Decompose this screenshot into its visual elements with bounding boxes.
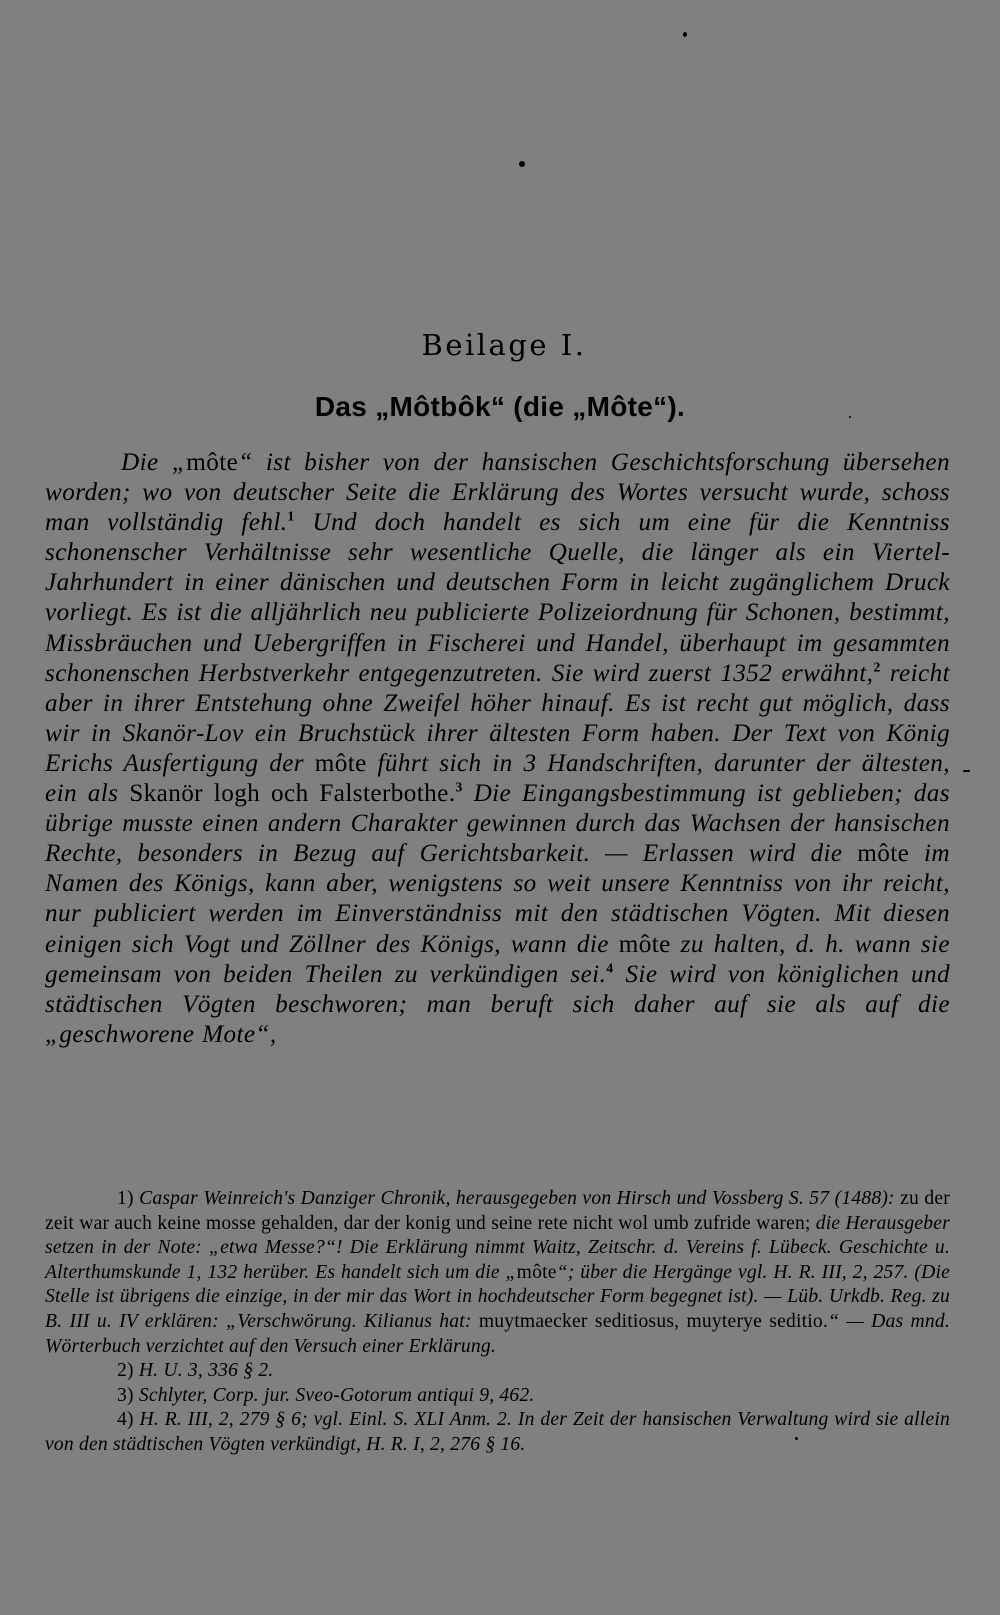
footnote-number: 3) <box>117 1384 134 1406</box>
text-run: Sie wird von königlichen und städtischen Vögten beschworen; man beruft sich daher auf sie als auf die „geschworene Mote“, <box>45 960 950 1048</box>
footnotes <box>45 1187 950 1458</box>
upright-term: môte <box>314 749 367 777</box>
footnote-ref: 3 <box>455 779 463 795</box>
upright-term: môte <box>618 930 671 958</box>
footnote-number: 2) <box>117 1360 134 1382</box>
print-speck <box>963 770 970 772</box>
text-run: im Namen des Königs, kann aber, wenigstens so weit unsere Kenntniss von ihr reicht, nur publiciert werden im Einverständniss mit den städtischen Vögten. Mit diesen einigen sich Vogt und Zöllner des Königs, wann die <box>45 840 951 958</box>
text-run: H. U. 3, 336 § 2. <box>133 1360 274 1382</box>
text-run: führt sich in 3 Handschriften, darunter der ältesten, ein als <box>45 749 950 808</box>
upright-term: môte <box>516 1261 557 1283</box>
footnote-2 <box>45 1359 950 1384</box>
text-run: die Herausgeber setzen in der Note: „etwa Messe?“! Die Erklärung nimmt Waitz, Zeitschr. d. Vereins f. Lübeck. Geschichte u. Alterthumskunde 1, 132 herüber. Es handelt sich um die „ <box>45 1212 950 1283</box>
text-run: Caspar Weinreich's Danziger Chronik, herausgegeben von Hirsch und Vossberg S. 57 (1488): <box>133 1188 901 1209</box>
upright-term: môte <box>186 449 239 476</box>
footnote-1 <box>45 1187 950 1359</box>
text-run: Schlyter, Corp. jur. Sveo-Gotorum antiqui 9, 462. <box>133 1384 535 1406</box>
footnote-ref: 2 <box>873 659 881 675</box>
supplement-heading: Beilage I. <box>421 328 587 362</box>
footnote-ref: 1 <box>287 508 295 524</box>
text-run: “; über die Hergänge vgl. H. R. III, 2, 257. (Die Stelle ist übrigens die einzige, in der mir das Wort in hochdeutscher Form begegnet ist). — Lüb. Urkdb. Reg. zu B. III u. IV erklären: „Verschwörung. Kilianus hat: <box>45 1261 950 1332</box>
footnote-3 <box>45 1384 950 1409</box>
text-run: Und doch handelt es sich um eine für die Kenntniss schonenscher Verhältnisse sehr wesentliche Quelle, die länger als ein Viertel-Jahrhundert in einer dänischen und deutschen Form in leicht zugänglichem Druck vorliegt. Es ist die alljährlich neu publicierte Polizeiordnung für Schonen, bestimmt, Missbräuchen und Uebergriffen in Fischerei und Handel, überhaupt im gesammten schonenschen Herbstverkehr entgegenzutreten. Sie wird zuerst 1352 erwähnt, <box>45 509 950 687</box>
text-run: “ ist bisher von der hansischen Geschichtsforschung übersehen worden; wo von deutscher Seite die Erklärung des Wortes versucht wurde, schoss man vollständig fehl. <box>45 449 951 537</box>
print-speck <box>683 32 687 37</box>
text-run: reicht aber in ihrer Entstehung ohne Zweifel höher hinauf. Es ist recht gut möglich, dass wir in Skanör-Lov ein Bruchstück ihrer ältesten Form haben. Der Text von König Erichs Ausfertigung der <box>45 659 950 777</box>
quoted-source: muytmaecker seditiosus, muyterye seditio. <box>478 1310 829 1332</box>
body-paragraph <box>45 448 950 1050</box>
footnote-ref: 4 <box>606 960 614 976</box>
quoted-source: zu der zeit war auch keine mosse gehalden, dar der konig und seine rete nicht wol umb zufride waren; <box>45 1188 950 1234</box>
footnote-4 <box>45 1408 950 1457</box>
footnote-number: 4) <box>117 1409 134 1431</box>
text-run: zu halten, d. h. wann sie gemeinsam von beiden Theilen zu verkündigen sei. <box>45 930 950 988</box>
print-speck <box>519 161 525 167</box>
text-run: “ — Das mnd. Wörterbuch verzichtet auf den Versuch einer Erklärung. <box>45 1310 950 1357</box>
text-run: H. R. III, 2, 279 § 6; vgl. Einl. S. XLI Anm. 2. In der Zeit der hansischen Verwaltung wird sie allein von den städtischen Vögten verkündigt, H. R. I, 2, 276 § 16. <box>45 1409 950 1455</box>
upright-term: Skanör logh och Falsterbothe. <box>129 780 456 808</box>
text-run: Die „ <box>121 449 187 476</box>
footnote-number: 1) <box>117 1188 134 1209</box>
text-run: Die Eingangsbestimmung ist geblieben; das übrige musste einen andern Charakter gewinnen durch das Wachsen der hansischen Rechte, besonders in Bezug auf Gerichtsbarkeit. — Erlassen wird die <box>45 780 950 868</box>
page-title: Das „Môtbôk“ (die „Môte“). <box>314 391 686 422</box>
upright-term: môte <box>857 840 910 868</box>
